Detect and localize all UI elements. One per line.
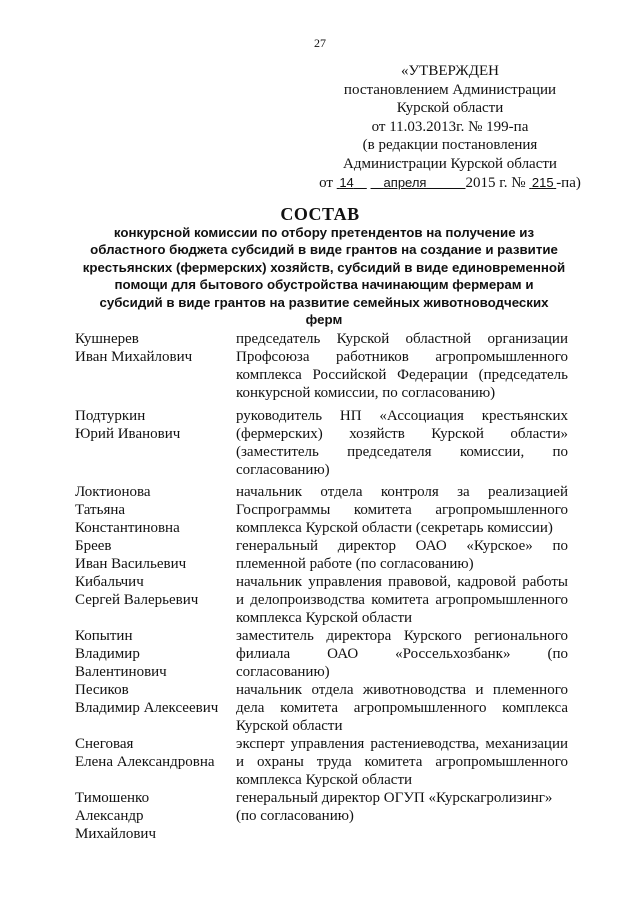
date-year: 2015 г. № xyxy=(465,174,526,191)
subtitle-line: ферм xyxy=(305,312,343,328)
member-name: Кушнерев Иван Михайлович xyxy=(75,331,193,365)
approval-line: Курской области xyxy=(396,100,504,117)
member-role: эксперт управления растениеводства, механизации и охраны труда комитета агропромышленного комплекса Курской области xyxy=(236,736,568,788)
subtitle-line: крестьянских (фермерских) хозяйств, субсидий в виде единовременной xyxy=(82,259,566,275)
approval-line: от 11.03.2013г. № 199-па xyxy=(371,118,529,135)
date-prefix: от xyxy=(319,174,333,191)
date-day: 14 xyxy=(339,174,354,190)
subtitle-line: областного бюджета субсидий в виде грантов на создание и развитие xyxy=(90,242,558,258)
member-role: председатель Курской областной организации Профсоюза работников агропромышленного комплекса Российской Федерации (председатель конкурсной комиссии, по согласованию) xyxy=(236,331,568,401)
document-title: СОСТАВ xyxy=(280,204,360,224)
member-name: Кибальчич Сергей Валерьевич xyxy=(75,574,199,608)
member-name: Локтионова Татьяна Константиновна xyxy=(75,484,180,536)
approval-line: Администрации Курской области xyxy=(343,155,557,172)
member-role: начальник управления правовой, кадровой работы и делопроизводства комитета агропромышленного комплекса Курской области xyxy=(236,574,568,626)
page-number: 27 xyxy=(314,36,326,50)
member-name: Копытин Владимир Валентинович xyxy=(75,628,167,680)
member-role: начальник отдела животноводства и племенного дела комитета агропромышленного комплекса Курской области xyxy=(236,682,568,734)
member-role: генеральный директор ОГУП «Курскагролизинг» (по согласованию) xyxy=(236,790,553,824)
date-month: апреля xyxy=(383,174,427,190)
member-role: заместитель директора Курского регионального филиала ОАО «Россельхозбанк» (по согласованию) xyxy=(236,628,568,680)
member-name: Песиков Владимир Алексеевич xyxy=(75,682,219,716)
approval-line: постановлением Администрации xyxy=(343,81,557,98)
member-name: Тимошенко Александр Михайлович xyxy=(75,790,156,842)
approval-line: «УТВЕРЖДЕН xyxy=(401,63,499,79)
date-number: 215 xyxy=(531,174,554,190)
member-role: руководитель НП «Ассоциация крестьянских (фермерских) хозяйств Курской области» (заместитель председателя комиссии, по согласованию) xyxy=(236,408,568,478)
approval-line: (в редакции постановления xyxy=(362,137,538,154)
subtitle-line: конкурсной комиссии по отбору претендентов на получение из xyxy=(113,225,535,240)
member-name: Бреев Иван Васильевич xyxy=(75,538,187,572)
member-role: начальник отдела контроля за реализацией Госпрограммы комитета агропромышленного комплекса Курской области (секретарь комиссии) xyxy=(236,484,568,536)
date-suffix: -па) xyxy=(556,174,581,191)
subtitle-line: субсидий в виде грантов на развитие семейных животноводческих xyxy=(99,294,549,310)
member-name: Снеговая Елена Александровна xyxy=(75,736,215,770)
subtitle-line: помощи для бытового обустройства начинающим фермерам и xyxy=(114,277,534,293)
member-name: Подтуркин Юрий Иванович xyxy=(75,408,181,442)
member-role: генеральный директор ОАО «Курское» по племенной работе (по согласованию) xyxy=(236,538,568,572)
